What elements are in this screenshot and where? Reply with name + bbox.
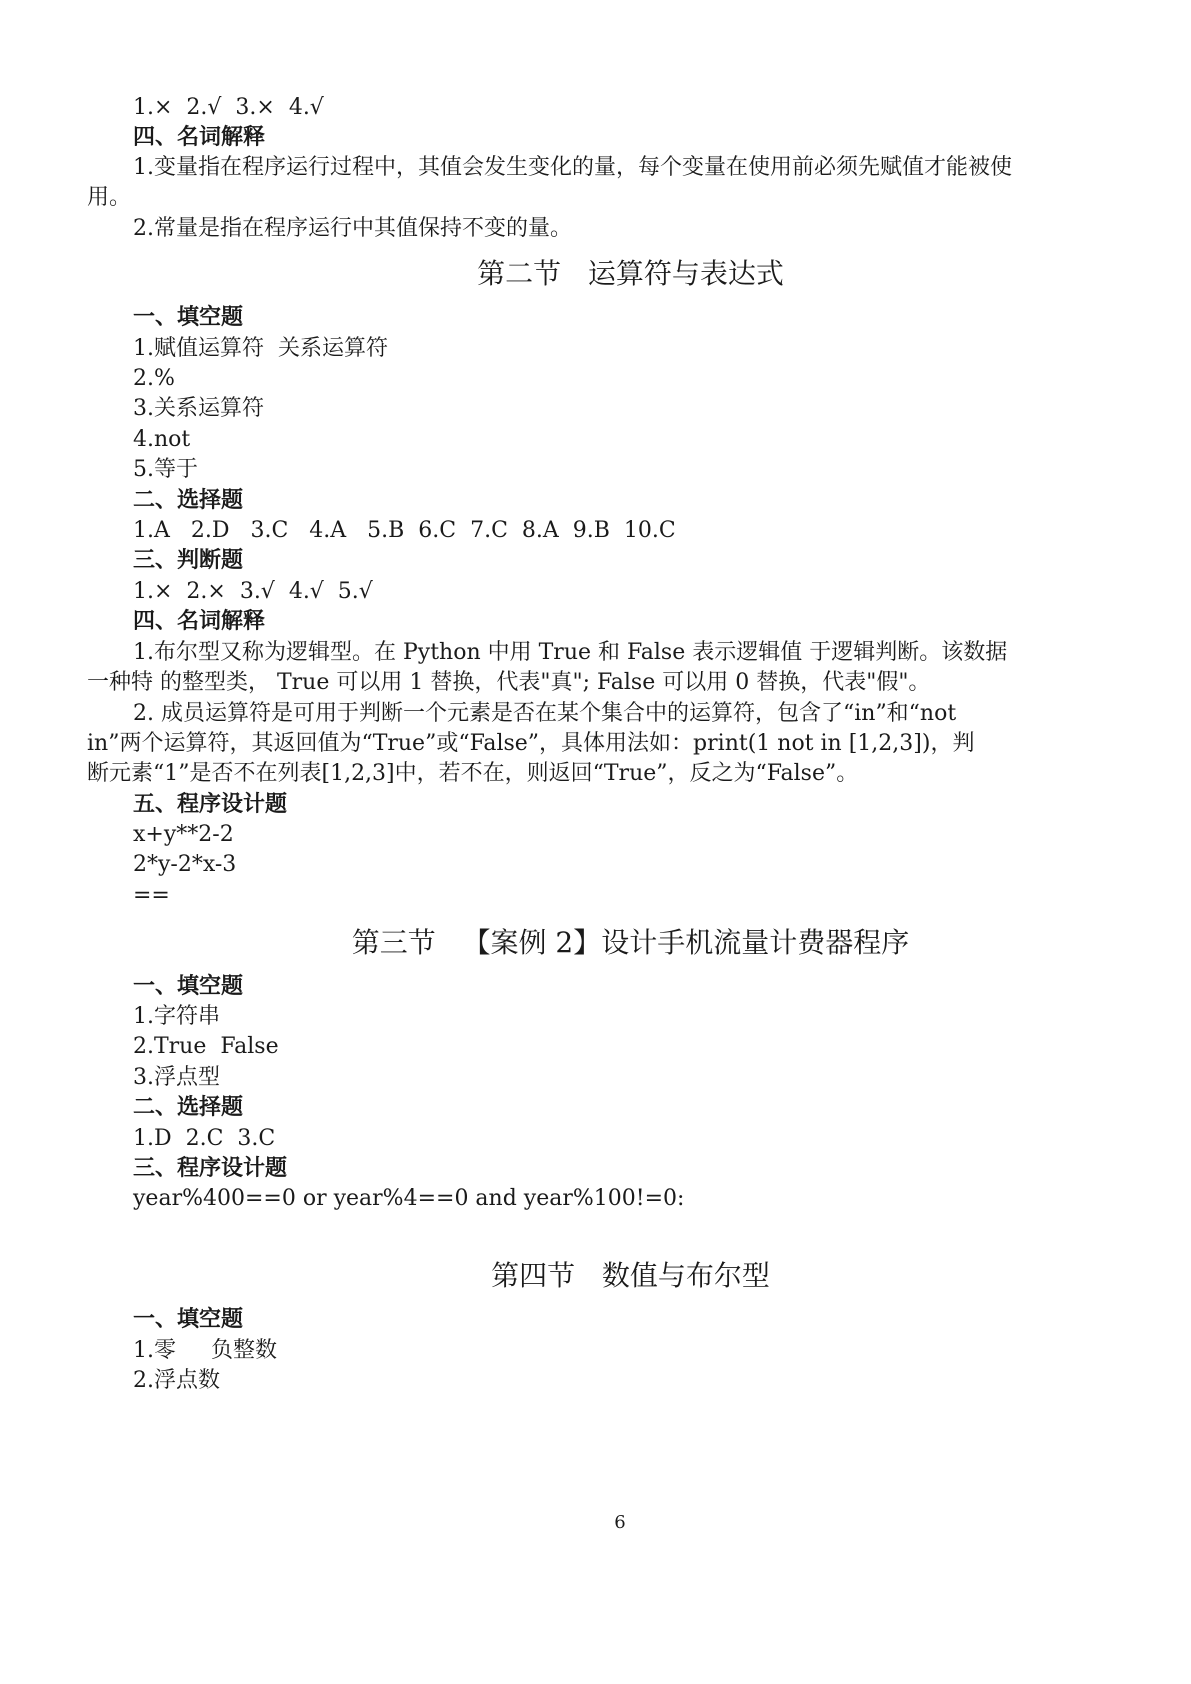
fill-answer-s3-2: 2.True False (133, 1034, 279, 1059)
term-member-line3: 断元素“1”是否不在列表[1,2,3]中，若不在，则返回“True”，反之为“False”。 (87, 761, 859, 786)
page-number: 6 (614, 1512, 626, 1533)
program-heading-s2: 五、程序设计题 (133, 792, 288, 817)
term-variable-line1: 1.变量指在程序运行过程中，其值会发生变化的量，每个变量在使用前必须先赋值才能被使 (133, 155, 1012, 180)
fill-answer-s2-5: 5.等于 (133, 457, 198, 482)
fill-answer-s3-1: 1.字符串 (133, 1004, 220, 1029)
fill-answer-s2-4: 4.not (133, 427, 191, 452)
fill-heading-s2: 一、填空题 (133, 305, 244, 330)
judge-answers-s2: 1.× 2.× 3.√ 4.√ 5.√ (133, 579, 373, 604)
fill-heading-s3: 一、填空题 (133, 974, 244, 999)
fill-answer-s4-1: 1.零 负整数 (133, 1338, 277, 1363)
program-answer-s3: year%400==0 or year%4==0 and year%100!=0: (133, 1186, 685, 1211)
choice-heading-s3: 二、选择题 (133, 1095, 244, 1120)
section-title-3: 第三节 【案例 2】设计手机流量计费器程序 (351, 926, 910, 959)
program-answer-s2-2: 2*y-2*x-3 (133, 852, 237, 877)
choice-answers-s3: 1.D 2.C 3.C (133, 1126, 276, 1151)
section-title-4: 第四节 数值与布尔型 (491, 1259, 770, 1292)
fill-answer-s4-2: 2.浮点数 (133, 1368, 220, 1393)
judge-heading-s2: 三、判断题 (133, 548, 244, 573)
fill-answer-s3-3: 3.浮点型 (133, 1065, 220, 1090)
fill-answer-s2-3: 3.关系运算符 (133, 396, 264, 421)
program-answer-s2-3: == (133, 883, 170, 908)
section-title-2: 第二节 运算符与表达式 (477, 257, 784, 290)
terms-heading-prev: 四、名词解释 (133, 125, 266, 150)
terms-heading-s2: 四、名词解释 (133, 609, 266, 634)
term-constant: 2.常量是指在程序运行中其值保持不变的量。 (133, 216, 572, 241)
term-member-line1: 2. 成员运算符是可用于判断一个元素是否在某个集合中的运算符，包含了“in”和“not (133, 701, 957, 726)
judge-answers-prev: 1.× 2.√ 3.× 4.√ (133, 95, 324, 120)
term-member-line2: in”两个运算符，其返回值为“True”或“False”，具体用法如：print(1 not in [1,2,3])，判 (87, 731, 975, 756)
program-heading-s3: 三、程序设计题 (133, 1156, 288, 1181)
term-bool-line1: 1.布尔型又称为逻辑型。在 Python 中用 True 和 False 表示逻辑值 于逻辑判断。该数据 (133, 640, 1008, 665)
term-bool-line2: 一种特 的整型类， True 可以用 1 替换，代表"真"; False 可以用 0 替换，代表"假"。 (87, 670, 931, 695)
choice-answers-s2: 1.A 2.D 3.C 4.A 5.B 6.C 7.C 8.A 9.B 10.C (133, 518, 676, 543)
program-answer-s2-1: x+y**2-2 (133, 822, 234, 847)
fill-answer-s2-2: 2.% (133, 366, 175, 391)
choice-heading-s2: 二、选择题 (133, 488, 244, 513)
fill-heading-s4: 一、填空题 (133, 1307, 244, 1332)
fill-answer-s2-1: 1.赋值运算符 关系运算符 (133, 336, 388, 361)
term-variable-line2: 用。 (87, 185, 132, 210)
